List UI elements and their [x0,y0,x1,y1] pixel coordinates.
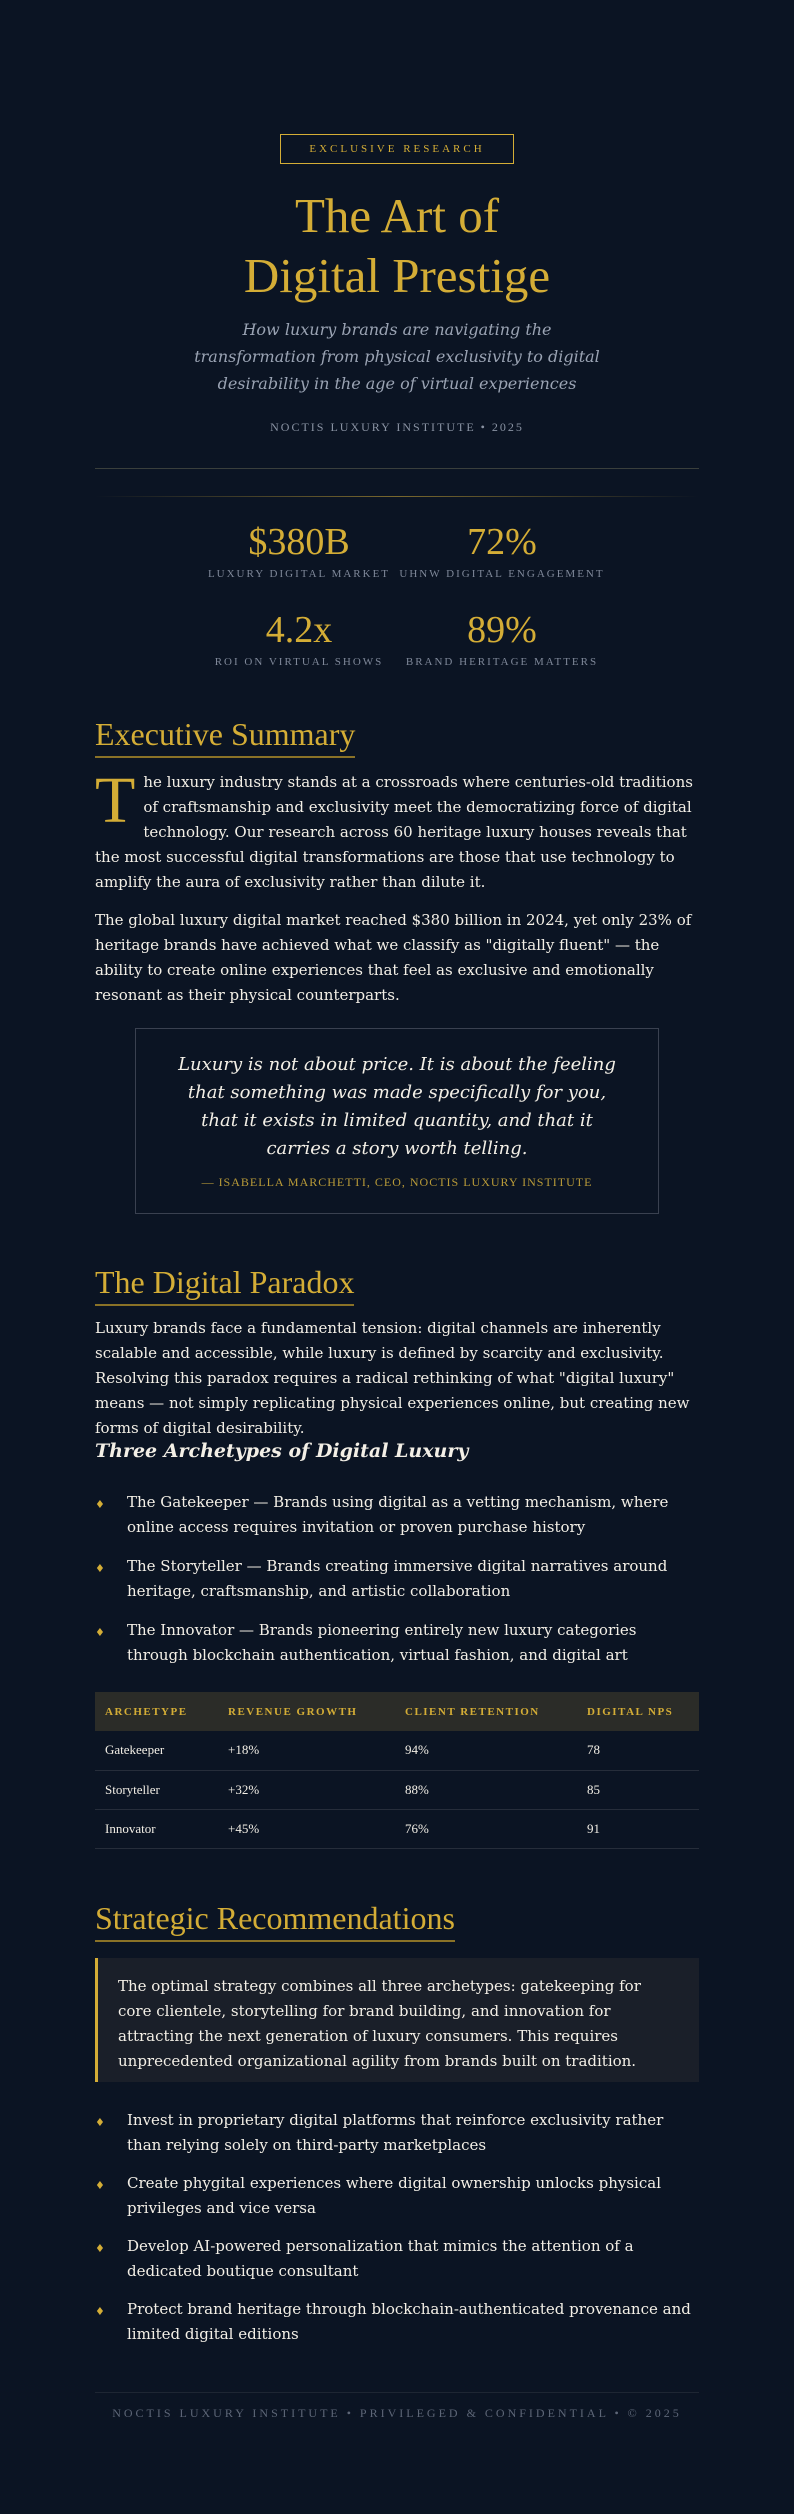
column-header: DIGITAL NPS [577,1692,699,1731]
stat-luxury-digital-market [189,520,409,580]
table-cell: 94% [395,1731,577,1770]
table-cell: 91 [577,1809,699,1848]
list-item [95,2297,699,2347]
stat-uhnw-digital-engagement [392,520,612,580]
table-row [95,1731,699,1770]
table-cell: +45% [218,1809,395,1848]
table-cell: +32% [218,1770,395,1809]
quote-attribution: — ISABELLA MARCHETTI, CEO, NOCTIS LUXURY INSTITUTE [201,1175,593,1189]
header-divider [95,468,699,469]
list-item [95,2108,699,2158]
list-item [95,1490,699,1540]
title-line-1: The Art of [294,188,500,243]
list-item-text: Invest in proprietary digital platforms that reinforce exclusivity rather than relying solely on third-party marketplaces [127,2111,664,2154]
page-title [0,186,794,306]
table-cell: 85 [577,1770,699,1809]
list-item-text: Create phygital experiences where digital ownership unlocks physical privileges and vice versa [127,2174,661,2217]
diamond-bullet-icon: ♦ [95,2179,105,2192]
table-header-row [95,1692,699,1731]
table-cell: Storyteller [95,1770,218,1809]
recommendations-list [95,2108,699,2347]
column-header: CLIENT RETENTION [395,1692,577,1731]
table-cell: 88% [395,1770,577,1809]
stat-value: $380B [248,521,350,563]
stat-value: 4.2x [265,609,333,651]
table-cell: +18% [218,1731,395,1770]
publisher-meta: NOCTIS LUXURY INSTITUTE • 2025 [270,420,524,434]
table-row [95,1809,699,1848]
column-header: ARCHETYPE [95,1692,218,1731]
gold-divider [95,496,699,497]
drop-cap: T [95,764,136,837]
list-item [95,2234,699,2284]
table-cell: 76% [395,1809,577,1848]
list-item-text: Develop AI-powered personalization that mimics the attention of a dedicated boutique consultant [127,2237,634,2280]
list-item-text: The Gatekeeper — Brands using digital as a vetting mechanism, where online access requires invitation or proven purchase history [127,1493,669,1536]
stat-roi-virtual-shows [189,608,409,668]
stat-label: LUXURY DIGITAL MARKET [207,568,391,580]
table-cell: Innovator [95,1809,218,1848]
stat-value: 89% [467,609,537,651]
list-item [95,1554,699,1604]
table-row [95,1770,699,1809]
list-item-text: Protect brand heritage through blockchain-authenticated provenance and limited digital editions [127,2300,691,2343]
diamond-bullet-icon: ♦ [95,1626,105,1639]
strategy-callout: The optimal strategy combines all three archetypes: gatekeeping for core clientele, storytelling for brand building, and innovation for attracting the next generation of luxury consumers. This requires unprecedented organizational agility from brands built on tradition. [95,1958,699,2082]
column-header: REVENUE GROWTH [218,1692,395,1731]
diamond-bullet-icon: ♦ [95,1562,105,1575]
table-cell: Gatekeeper [95,1731,218,1770]
stat-value: 72% [467,521,537,563]
executive-summary-heading: Executive Summary [95,714,355,758]
executive-summary-paragraph-1 [95,764,699,895]
diamond-bullet-icon: ♦ [95,1498,105,1511]
list-item [95,2171,699,2221]
footer-divider [95,2392,699,2393]
digital-paradox-paragraph: Luxury brands face a fundamental tension: digital channels are inherently scalable and accessible, while luxury is defined by scarcity and exclusivity. Resolving this paradox requires a radical rethinking of what "digital luxury" means — not simply replicating physical experiences online, but creating new forms of digital desirability. [95,1319,690,1437]
title-line-2: Digital Prestige [243,248,551,303]
diamond-bullet-icon: ♦ [95,2242,105,2255]
exclusive-research-badge: EXCLUSIVE RESEARCH [280,134,514,164]
pull-quote [135,1028,659,1214]
paragraph-text: he luxury industry stands at a crossroads where centuries-old traditions of craftsmanship and exclusivity meet the democratizing force of digital technology. Our research across 60 heritage luxury houses reveals that the most successful digital transformations are those that use technology to amplify the aura of exclusivity rather than dilute it. [95,773,693,891]
executive-summary-paragraph-2: The global luxury digital market reached $380 billion in 2024, yet only 23% of heritage brands have achieved what we classify as "digitally fluent" — the ability to create online experiences that feel as exclusive and emotionally resonant as their physical counterparts. [95,911,692,1004]
table-cell: 78 [577,1731,699,1770]
stat-label: UHNW DIGITAL ENGAGEMENT [399,568,605,580]
diamond-bullet-icon: ♦ [95,2116,105,2129]
list-item-text: The Innovator — Brands pioneering entirely new luxury categories through blockchain authentication, virtual fashion, and digital art [127,1621,637,1664]
archetypes-list [95,1490,699,1668]
stat-label: ROI ON VIRTUAL SHOWS [214,656,384,668]
list-item-text: The Storyteller — Brands creating immersive digital narratives around heritage, craftsmanship, and artistic collaboration [127,1557,668,1600]
stat-brand-heritage [392,608,612,668]
archetypes-subheading: Three Archetypes of Digital Luxury [95,1440,469,1462]
page-subtitle: How luxury brands are navigating the transformation from physical exclusivity to digital desirability in the age of virtual experiences [194,320,600,393]
diamond-bullet-icon: ♦ [95,2305,105,2318]
strategic-recommendations-heading: Strategic Recommendations [95,1898,455,1942]
footer: NOCTIS LUXURY INSTITUTE • PRIVILEGED & CONFIDENTIAL • © 2025 [112,2406,682,2420]
stat-label: BRAND HERITAGE MATTERS [405,656,599,668]
list-item [95,1618,699,1668]
digital-paradox-heading: The Digital Paradox [95,1262,354,1306]
quote-text: Luxury is not about price. It is about the feeling that something was made specifically for you, that it exists in limited quantity, and that it carries a story worth telling. [178,1054,616,1159]
archetype-performance-table [95,1692,699,1849]
